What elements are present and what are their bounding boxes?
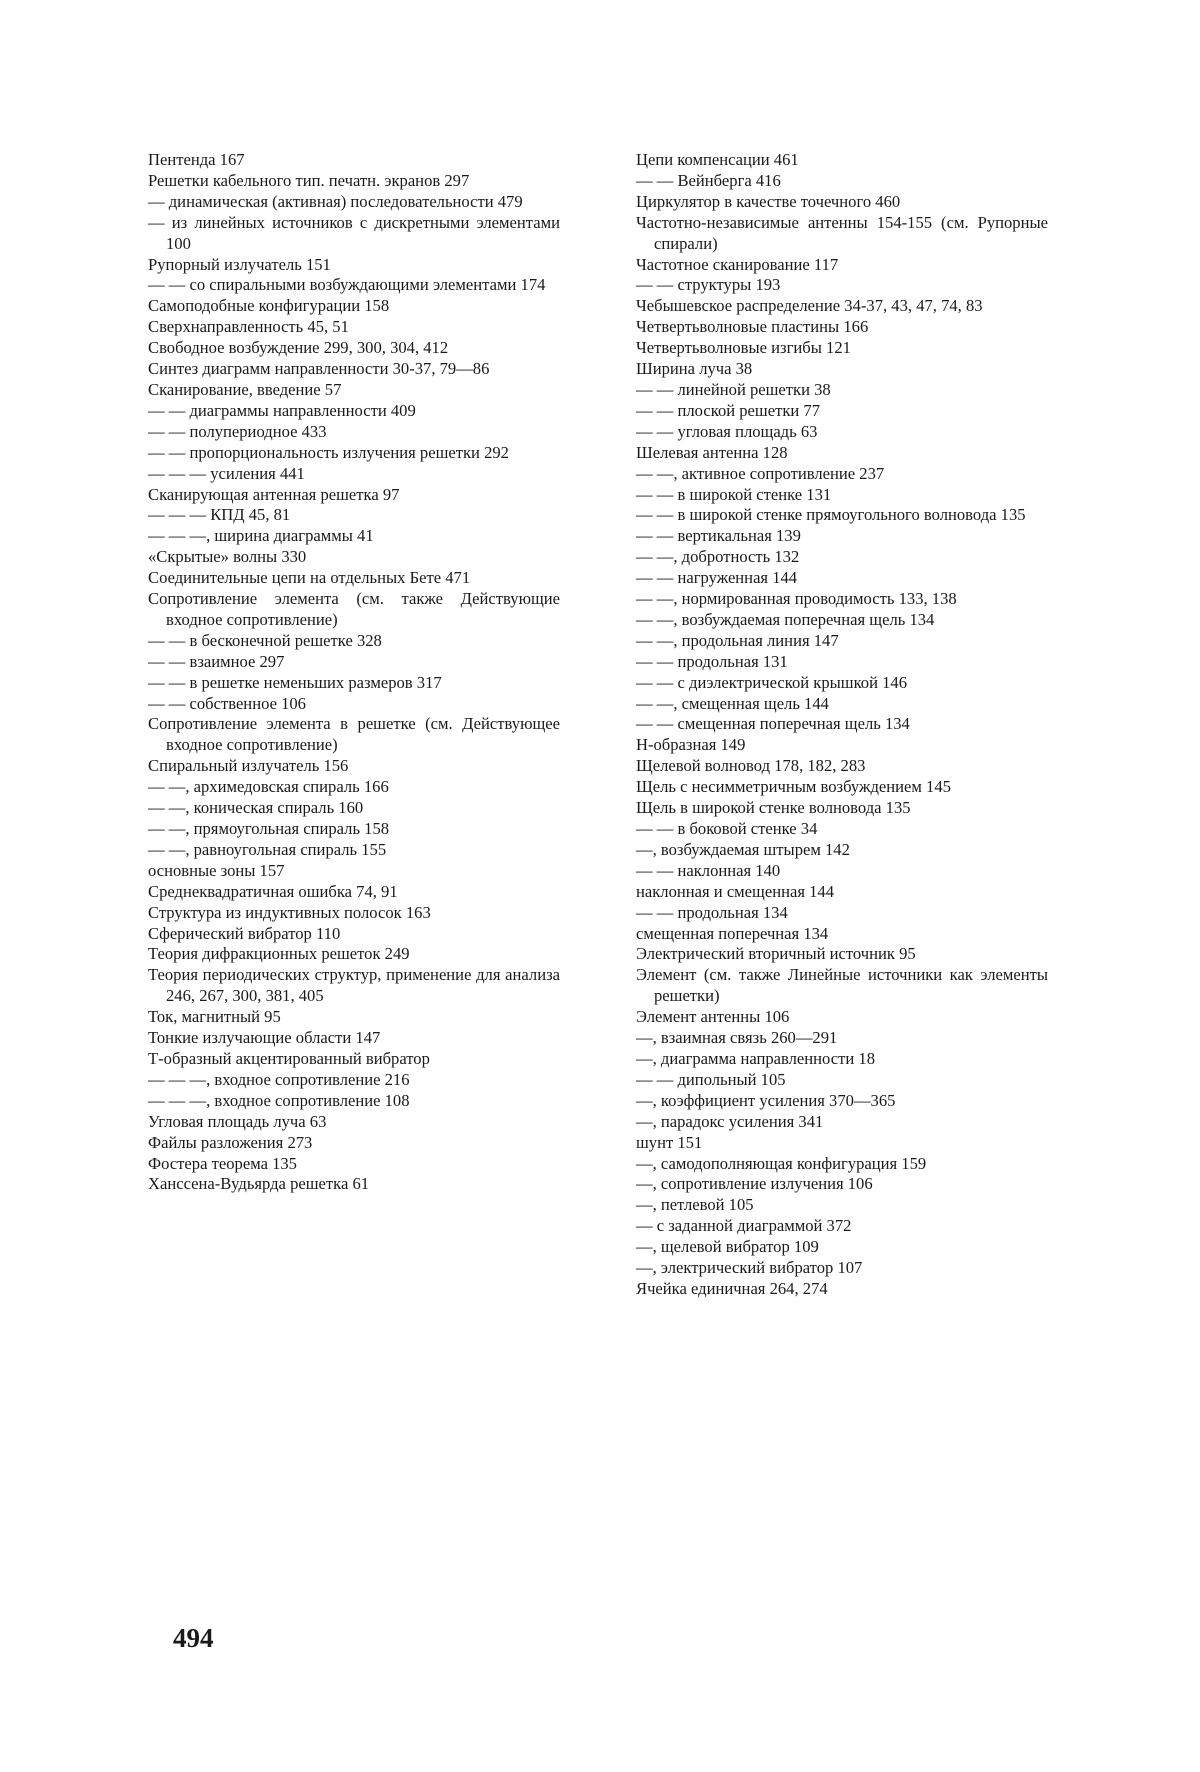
index-entry: — — вертикальная 139 — [636, 526, 801, 546]
index-entry: — — в бесконечной решетке 328 — [148, 630, 382, 650]
index-entry: —, парадокс усиления 341 — [636, 1111, 824, 1131]
index-entry: — — в широкой стенке прямоугольного волновода 135 — [636, 505, 1026, 525]
index-entry: Электрический вторичный источник 95 — [636, 944, 916, 964]
index-entry: Сверхнаправленность 45, 51 — [148, 317, 349, 337]
index-entry: — —, добротность 132 — [636, 547, 800, 567]
index-entry: — —, возбуждаемая поперечная щель 134 — [636, 609, 935, 629]
index-entry: Самоподобные конфигурации 158 — [148, 296, 390, 316]
index-entry: Четвертьволновые пластины 166 — [636, 317, 869, 337]
index-column-left — [148, 150, 560, 1195]
index-entry: Ячейка единичная 264, 274 — [636, 1278, 828, 1298]
index-entry: —, диаграмма направленности 18 — [636, 1048, 875, 1068]
index-entry: Фостера теорема 135 — [148, 1153, 297, 1173]
index-entry: Щель с несимметричным возбуждением 145 — [636, 777, 951, 797]
index-entry: — с заданной диаграммой 372 — [636, 1216, 852, 1236]
index-entry: Сопротивление элемента в решетке (см. Действующее входное сопротивление) — [148, 714, 560, 755]
index-entry: — — взаимное 297 — [148, 651, 285, 671]
index-entry: — — собственное 106 — [148, 693, 306, 713]
index-entry: —, сопротивление излучения 106 — [636, 1174, 873, 1194]
index-entry: —, коэффициент усиления 370—365 — [636, 1090, 896, 1110]
index-entry: — —, нормированная проводимость 133, 138 — [636, 589, 957, 609]
index-entry: Элемент антенны 106 — [636, 1007, 790, 1027]
index-entry: Щелевой волновод 178, 182, 283 — [636, 756, 866, 776]
index-entry: — — — КПД 45, 81 — [148, 505, 291, 525]
index-entry: Частотно-независимые антенны 154-155 (см. Рупорные спирали) — [636, 212, 1048, 253]
index-entry: —, возбуждаемая штырем 142 — [636, 839, 850, 859]
index-entry: Н-образная 149 — [636, 735, 746, 755]
index-entry: Ханссена-Вудьярда решетка 61 — [148, 1174, 370, 1194]
index-entry: — — продольная 131 — [636, 651, 788, 671]
index-entry: шунт 151 — [636, 1132, 703, 1152]
index-entry: Цепи компенсации 461 — [636, 150, 799, 169]
index-entry: Угловая площадь луча 63 — [148, 1111, 327, 1131]
index-entry: Щель в широкой стенке волновода 135 — [636, 798, 911, 818]
index-entry: — — пропорциональность излучения решетки 292 — [148, 442, 509, 462]
index-entry: — —, смещенная щель 144 — [636, 693, 829, 713]
index-entry: Соединительные цепи на отдельных Бете 471 — [148, 568, 471, 588]
index-entry: Решетки кабельного тип. печатн. экранов 297 — [148, 170, 470, 190]
index-entry: — —, равноугольная спираль 155 — [148, 839, 387, 859]
index-entry: — — нагруженная 144 — [636, 568, 798, 588]
index-entry: Пентенда 167 — [148, 150, 245, 169]
index-entry: — — наклонная 140 — [636, 860, 781, 880]
index-entry: Сканирующая антенная решетка 97 — [148, 484, 400, 504]
index-entry: — —, прямоугольная спираль 158 — [148, 819, 390, 838]
index-entry: Теория дифракционных решеток 249 — [148, 944, 410, 964]
index-entry: — — угловая площадь 63 — [636, 421, 818, 441]
index-entry: «Скрытые» волны 330 — [148, 547, 307, 567]
index-entry: Т-образный акцентированный вибратор — [148, 1048, 430, 1068]
index-entry: — — — усиления 441 — [148, 463, 305, 483]
index-entry: — — линейной решетки 38 — [636, 379, 831, 399]
index-entry: Тонкие излучающие области 147 — [148, 1028, 381, 1048]
index-entry: Спиральный излучатель 156 — [148, 756, 349, 776]
index-entry: Сопротивление элемента (см. также Действующие входное сопротивление) — [148, 589, 560, 629]
index-entry: — — смещенная поперечная щель 134 — [636, 714, 910, 734]
index-entry: — —, продольная линия 147 — [636, 630, 839, 650]
index-entry: Элемент (см. также Линейные источники как элементы решетки) — [636, 965, 1048, 1006]
index-entry: — — —, ширина диаграммы 41 — [148, 526, 374, 546]
index-entry: —, петлевой 105 — [636, 1195, 754, 1215]
index-entry: — — с диэлектрической крышкой 146 — [636, 672, 908, 692]
index-entry: — динамическая (активная) последовательности 479 — [148, 191, 523, 211]
index-entry: — — дипольный 105 — [636, 1069, 786, 1089]
index-column-right — [636, 150, 1048, 1300]
index-entry: — — —, входное сопротивление 216 — [148, 1069, 410, 1089]
index-entry: —, электрический вибратор 107 — [636, 1258, 863, 1278]
index-entry: — — в решетке неменьших размеров 317 — [148, 672, 442, 692]
index-entry: Рупорный излучатель 151 — [148, 254, 331, 274]
index-entry: — — со спиральными возбуждающими элементами 174 — [148, 275, 546, 295]
index-entry: Теория периодических структур, применение для анализа 246, 267, 300, 381, 405 — [148, 965, 560, 1006]
index-entry: Шелевая антенна 128 — [636, 442, 788, 462]
index-entry: — — полупериодное 433 — [148, 421, 327, 441]
index-entry: — — Вейнберга 416 — [636, 170, 781, 190]
index-entry: Среднеквадратичная ошибка 74, 91 — [148, 881, 398, 901]
index-entry: — — структуры 193 — [636, 275, 781, 295]
index-entry: Свободное возбуждение 299, 300, 304, 412 — [148, 338, 449, 358]
index-entry: — —, коническая спираль 160 — [148, 798, 364, 818]
index-entry: Частотное сканирование 117 — [636, 254, 839, 274]
index-entry: Сферический вибратор 110 — [148, 923, 341, 943]
index-entry: —, самодополняющая конфигурация 159 — [636, 1153, 927, 1173]
index-entry: — — в широкой стенке 131 — [636, 484, 832, 504]
page-number: 494 — [173, 1623, 214, 1653]
index-entry: Ширина луча 38 — [636, 359, 753, 379]
index-entry: —, взаимная связь 260—291 — [636, 1028, 838, 1048]
index-entry: Структура из индуктивных полосок 163 — [148, 902, 431, 922]
index-entry: Циркулятор в качестве точечного 460 — [636, 191, 901, 211]
index-entry: — — продольная 134 — [636, 902, 788, 922]
index-entry: Чебышевское распределение 34-37, 43, 47, 74, 83 — [636, 296, 983, 316]
index-entry: —, щелевой вибратор 109 — [636, 1237, 819, 1257]
index-entry: Четвертьволновые изгибы 121 — [636, 338, 851, 358]
index-entry: основные зоны 157 — [148, 860, 285, 880]
index-entry: — — —, входное сопротивление 108 — [148, 1090, 410, 1110]
index-entry: Синтез диаграмм направленности 30-37, 79—86 — [148, 359, 490, 379]
index-entry: — —, активное сопротивление 237 — [636, 463, 885, 483]
index-entry: наклонная и смещенная 144 — [636, 881, 834, 901]
index-entry: Файлы разложения 273 — [148, 1132, 313, 1152]
index-entry: Ток, магнитный 95 — [148, 1007, 281, 1027]
index-entry: — —, архимедовская спираль 166 — [148, 777, 389, 797]
index-entry: — — диаграммы направленности 409 — [148, 400, 416, 420]
index-entry: — — плоской решетки 77 — [636, 400, 821, 420]
index-entry: смещенная поперечная 134 — [636, 923, 829, 943]
index-entry: — — в боковой стенке 34 — [636, 819, 818, 838]
index-entry: — из линейных источников с дискретными элементами 100 — [148, 212, 560, 253]
index-entry: Сканирование, введение 57 — [148, 379, 342, 399]
